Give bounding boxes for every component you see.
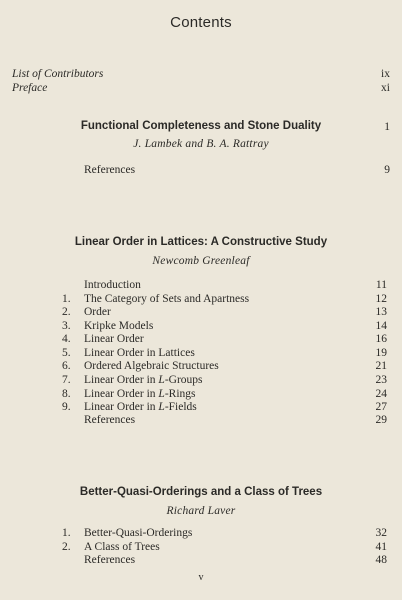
front-matter-page: xi — [381, 82, 390, 94]
toc-entry-title: Linear Order in L-Groups — [84, 374, 203, 386]
toc-entry-title: Ordered Algebraic Structures — [84, 360, 219, 372]
toc-entry-page: 19 — [375, 347, 387, 359]
page-title: Contents — [170, 14, 232, 31]
toc-entry-title: Linear Order — [84, 333, 144, 345]
toc-entry-page: 14 — [375, 320, 387, 332]
toc-entry-number: 1. — [62, 293, 71, 305]
toc-entry-title: References — [84, 554, 136, 566]
toc-entry-number: 8. — [62, 388, 71, 400]
toc-entry-number: 3. — [62, 320, 71, 332]
toc-entry-page: 29 — [375, 414, 387, 426]
toc-entry-page: 11 — [375, 279, 387, 291]
chapter-title: Better-Quasi-Orderings and a Class of Trees — [79, 486, 323, 498]
front-matter-title: List of Contributors — [12, 68, 104, 80]
toc-entry-page: 27 — [375, 401, 387, 413]
toc-entry-page: 32 — [375, 527, 387, 539]
toc-entry-page: 16 — [375, 333, 387, 345]
toc-entry-title: Kripke Models — [84, 320, 154, 332]
toc-entry-number: 2. — [62, 306, 71, 318]
toc-entry-page: 21 — [375, 360, 387, 372]
toc-entry-number: 2. — [62, 541, 71, 553]
toc-entry-title: Linear Order in L-Rings — [84, 388, 196, 400]
chapter-authors: Newcomb Greenleaf — [152, 255, 250, 267]
toc-entry-title: References — [84, 414, 136, 426]
toc-entry-page: 9 — [384, 164, 390, 176]
toc-entry-number: 1. — [62, 527, 71, 539]
front-matter-title: Preface — [12, 82, 48, 94]
toc-entry-title: References — [84, 164, 136, 176]
front-matter-page: ix — [381, 68, 390, 80]
toc-entry-page: 13 — [375, 306, 387, 318]
chapter-title: Functional Completeness and Stone Duality — [80, 120, 322, 132]
toc-entry-number: 7. — [62, 374, 71, 386]
toc-entry-title: A Class of Trees — [84, 541, 160, 553]
toc-entry-number: 4. — [62, 333, 71, 345]
toc-entry-page: 41 — [375, 541, 387, 553]
chapter-authors: Richard Laver — [166, 505, 236, 517]
toc-entry-title: Linear Order in L-Fields — [84, 401, 197, 413]
toc-entry-page: 48 — [375, 554, 387, 566]
toc-entry-number: 9. — [62, 401, 71, 413]
toc-entry-page: 24 — [375, 388, 387, 400]
toc-entry-number: 6. — [62, 360, 71, 372]
chapter-title: Linear Order in Lattices: A Constructive Study — [74, 236, 328, 248]
toc-entry-title: Order — [84, 306, 111, 318]
toc-entry-page: 12 — [375, 293, 387, 305]
toc-entry-page: 23 — [375, 374, 387, 386]
toc-entry-title: Better-Quasi-Orderings — [84, 527, 193, 539]
toc-entry-title: The Category of Sets and Apartness — [84, 293, 250, 305]
chapter-authors: J. Lambek and B. A. Rattray — [133, 138, 269, 150]
toc-entry-title: Introduction — [84, 279, 141, 291]
page-number: v — [198, 572, 204, 583]
chapter-page: 1 — [384, 121, 390, 133]
toc-entry-number: 5. — [62, 347, 71, 359]
toc-entry-title: Linear Order in Lattices — [84, 347, 195, 359]
